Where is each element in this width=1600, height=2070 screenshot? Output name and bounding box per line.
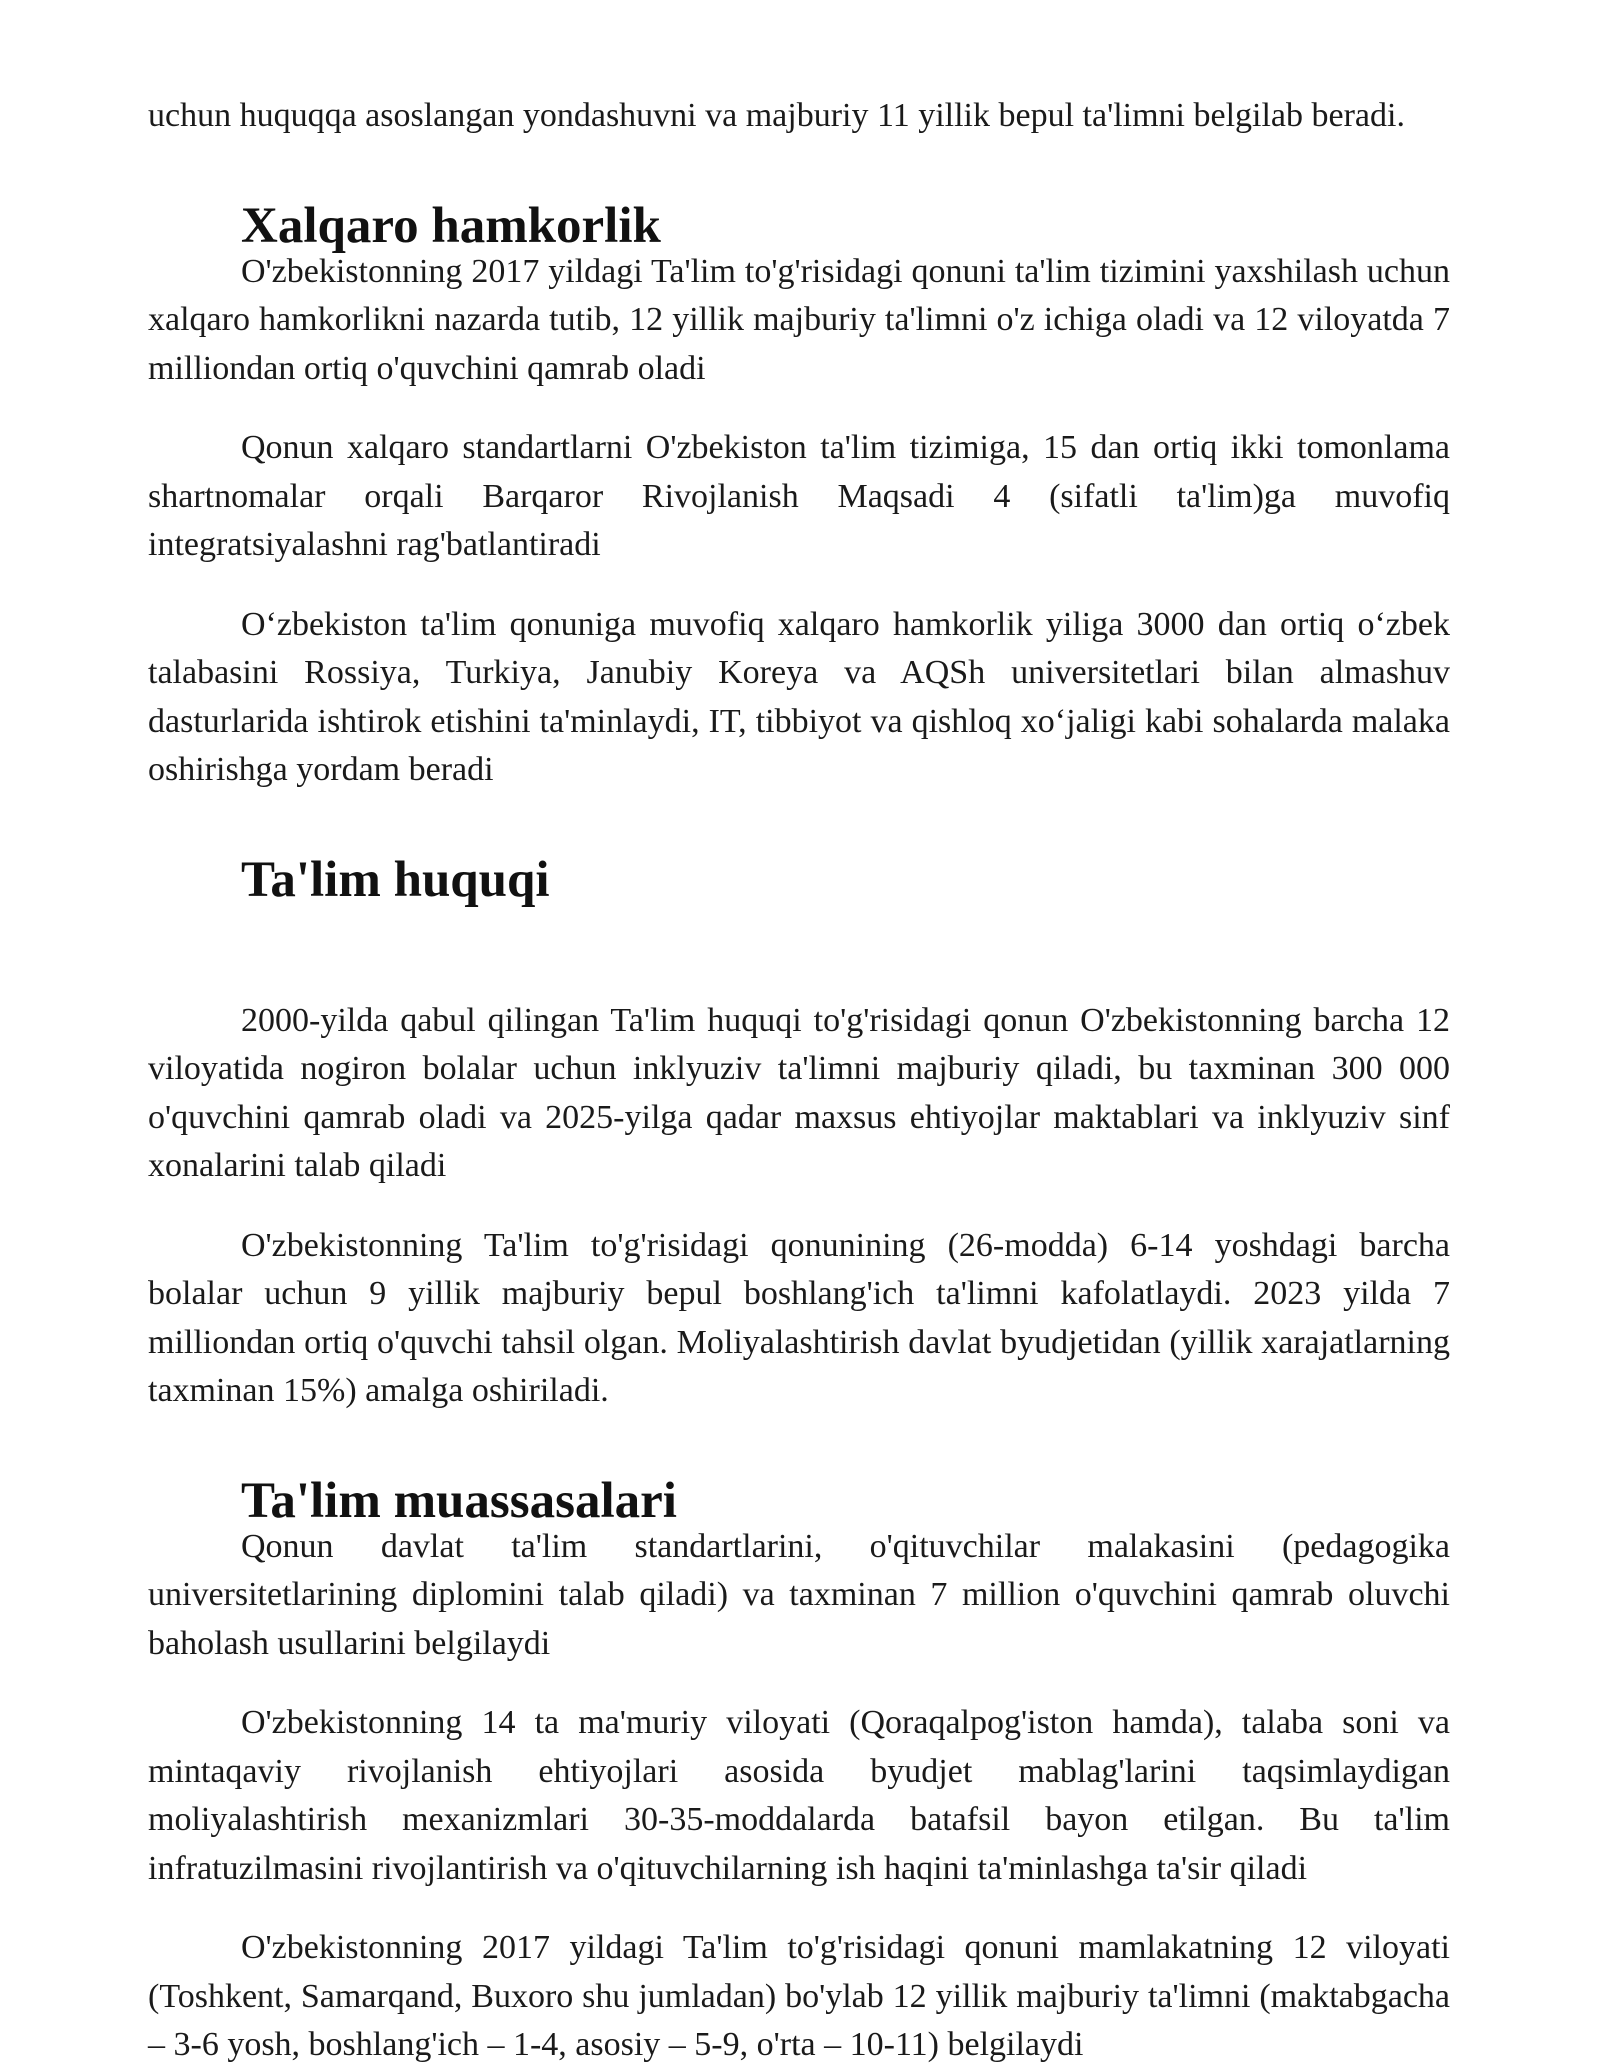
paragraph: Qonun xalqaro standartlarni O'zbekiston ta'lim tizimiga, 15 dan ortiq ikki tomonlama shartnomalar orqali Barqaror Rivojlanish Maqsadi 4 (sifatli ta'lim)ga muvofiq integratsiyalashni rag'batlantiradi <box>148 429 1450 563</box>
paragraph: Qonun davlat ta'lim standartlarini, o'qituvchilar malakasini (pedagogika universitetlarining diplomini talab qiladi) va taxminan 7 million o'quvchini qamrab oluvchi baholash usullarini belgilaydi <box>148 1527 1450 1662</box>
section-heading-educational-institutions: Ta'lim muassasalari <box>241 1472 677 1529</box>
document-page <box>148 92 1450 2070</box>
paragraph: 2000-yilda qabul qilingan Ta'lim huquqi to'g'risidagi qonun O'zbekistonning barcha 12 viloyatida nogiron bolalar uchun inklyuziv ta'limni majburiy qiladi, bu taxminan 300 000 o'quvchini qamrab oladi va 2025-yilga qadar maxsus ehtiyojlar maktablari va inklyuziv sinf xonalarini talab qiladi <box>148 1001 1450 1184</box>
paragraph: O'zbekistonning 2017 yildagi Ta'lim to'g'risidagi qonuni ta'lim tizimini yaxshilash uchun xalqaro hamkorlikni nazarda tutib, 12 yillik majburiy ta'limni o'z ichiga oladi va 12 viloyatda 7 milliondan ortiq o'quvchini qamrab oladi <box>148 252 1450 387</box>
paragraph: O'zbekistonning Ta'lim to'g'risidagi qonunining (26-modda) 6-14 yoshdagi barcha bolalar uchun 9 yillik majburiy bepul boshlang'ich ta'limni kafolatlaydi. 2023 yilda 7 milliondan ortiq o'quvchi tahsil olgan. Moliyalashtirish davlat byudjetidan (yillik xarajatlarning taxminan 15%) amalga oshiriladi. <box>148 1226 1450 1409</box>
section-heading-right-to-education: Ta'lim huquqi <box>241 851 550 908</box>
paragraph: O'zbekistonning 14 ta ma'muriy viloyati (Qoraqalpog'iston hamda), talaba soni va mintaqaviy rivojlanish ehtiyojlari asosida byudjet mablag'larini taqsimlaydigan moliyalashtirish mexanizmlari 30-35-moddalarda batafsil bayon etilgan. Bu ta'lim infratuzilmasini rivojlantirish va o'qituvchilarning ish haqini ta'minlashga ta'sir qiladi <box>148 1704 1450 1887</box>
paragraph: O'zbekistonning 2017 yildagi Ta'lim to'g'risidagi qonuni mamlakatning 12 viloyati (Toshkent, Samarqand, Buxoro shu jumladan) bo'ylab 12 yillik majburiy ta'limni (maktabgacha – 3-6 yosh, boshlang'ich – 1-4, asosiy – 5-9, o'rta – 10-11) belgilaydi <box>148 1929 1450 2063</box>
paragraph-intro-continuation: uchun huquqqa asoslangan yondashuvni va majburiy 11 yillik bepul ta'limni belgilab beradi. <box>148 97 1405 134</box>
paragraph: O‘zbekiston ta'lim qonuniga muvofiq xalqaro hamkorlik yiliga 3000 dan ortiq o‘zbek talabasini Rossiya, Turkiya, Janubiy Koreya va AQSh universitetlari bilan almashuv dasturlarida ishtirok etishini ta'minlaydi, IT, tibbiyot va qishloq xo‘jaligi kabi sohalarda malaka oshirishga yordam beradi <box>148 605 1450 788</box>
section-heading-international-cooperation: Xalqaro hamkorlik <box>241 197 661 254</box>
